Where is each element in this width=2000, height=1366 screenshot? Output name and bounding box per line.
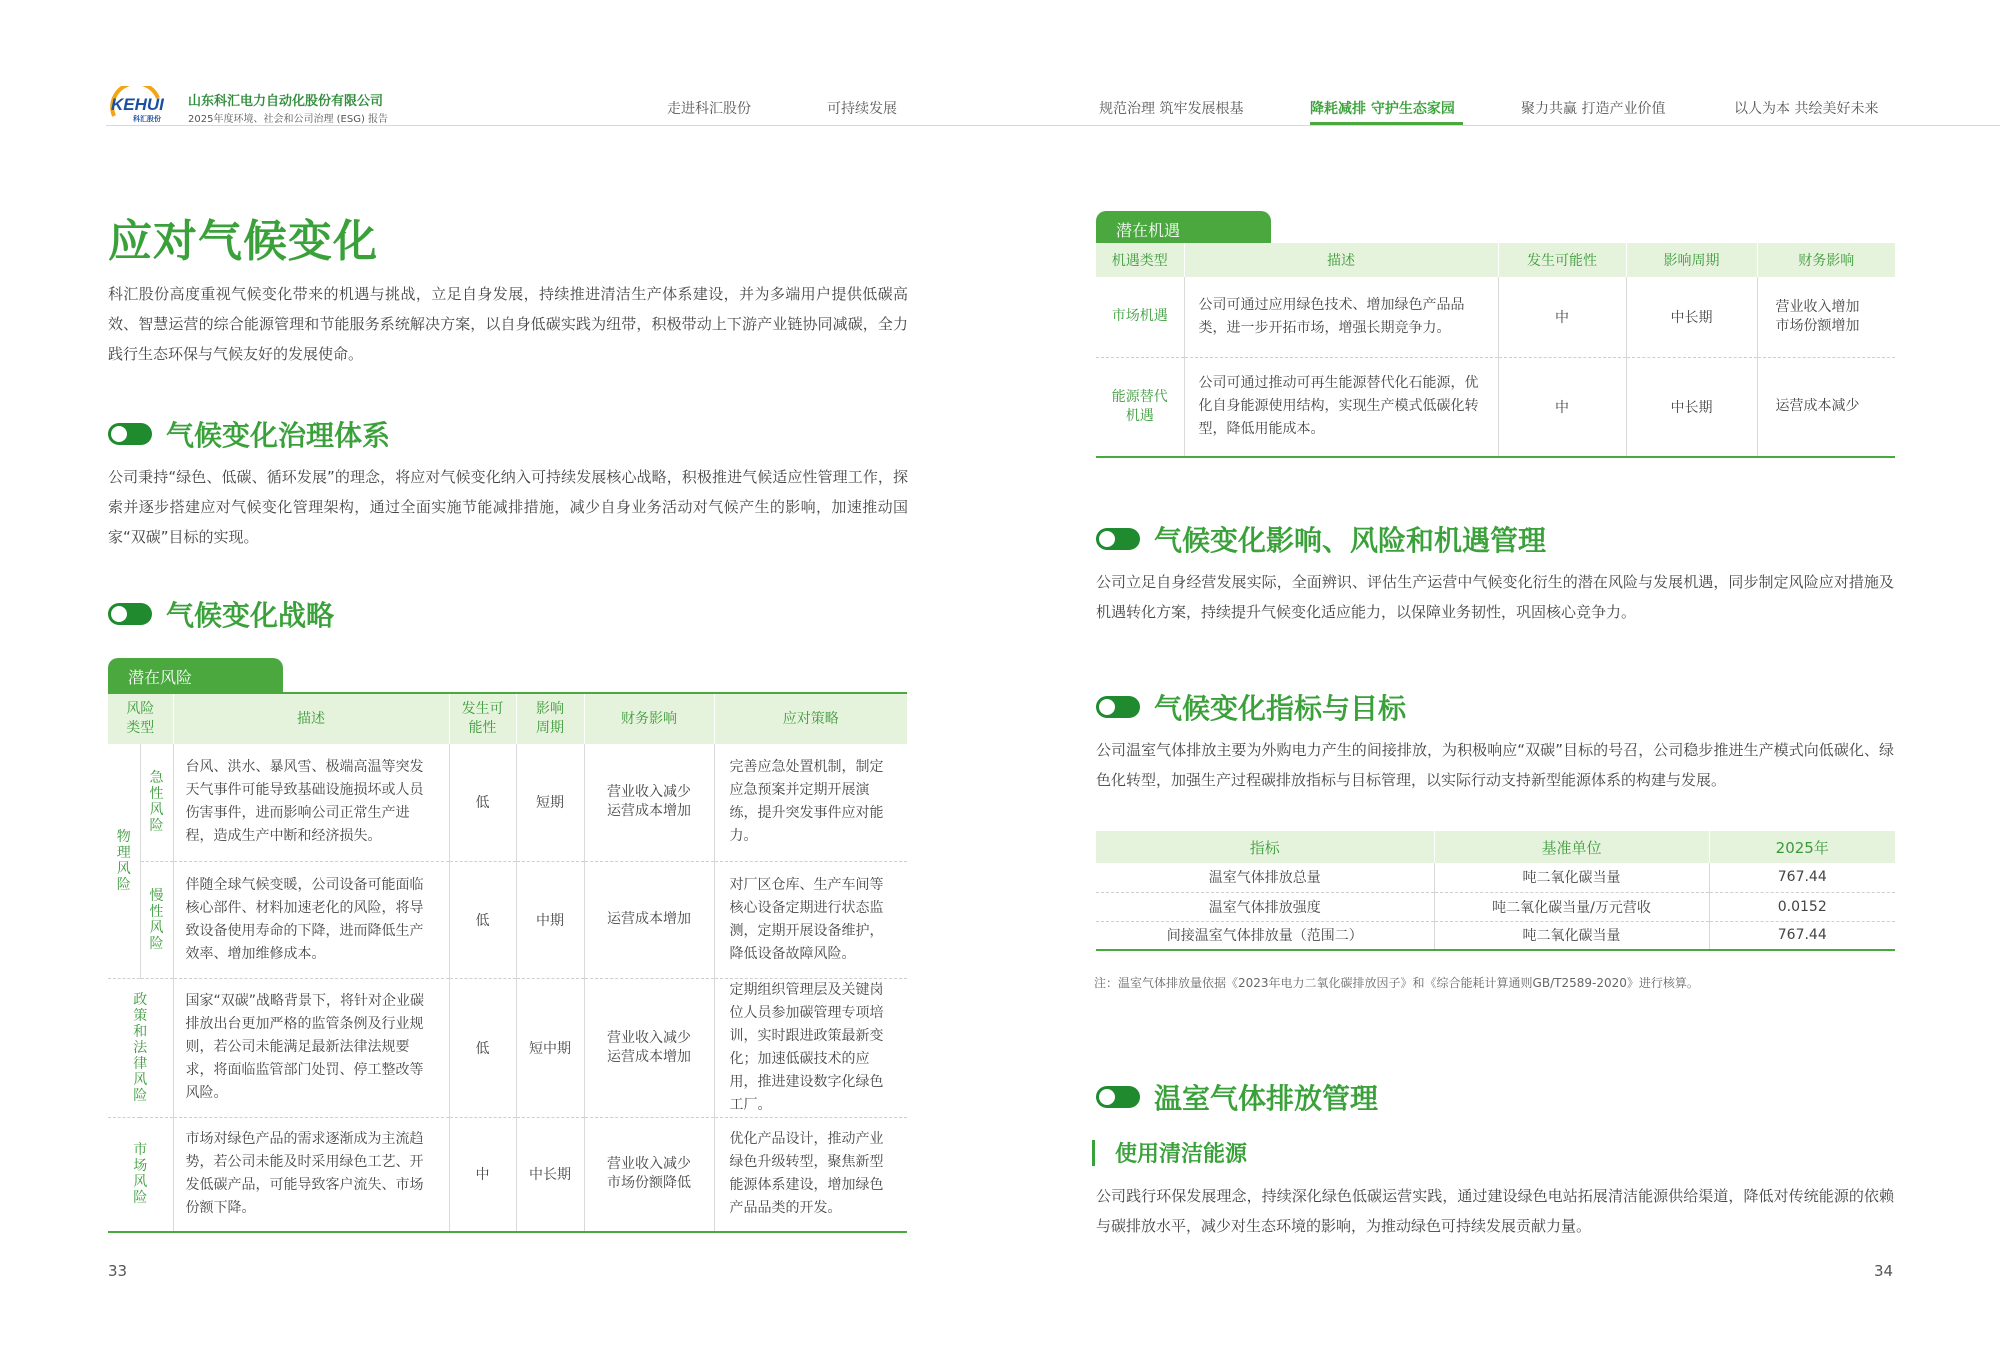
risk-finance: 营业收入减少 市场份额降低 bbox=[584, 1117, 714, 1232]
metric-table-header bbox=[1096, 831, 1895, 863]
section-title: 气候变化指标与目标 bbox=[1154, 692, 1407, 725]
section-title: 气候变化影响、风险和机遇管理 bbox=[1154, 524, 1547, 557]
report-name: 2025年度环境、社会和公司治理 (ESG) 报告 bbox=[188, 114, 389, 125]
section-impact-management bbox=[1096, 519, 1546, 559]
opportunity-period: 中长期 bbox=[1626, 277, 1757, 357]
risk-period: 中长期 bbox=[516, 1117, 584, 1232]
col-period: 影响周期 bbox=[1626, 243, 1757, 277]
subsection-clean-energy bbox=[1092, 1137, 1247, 1168]
col-description: 描述 bbox=[173, 693, 449, 744]
col-year-2025: 2025年 bbox=[1709, 831, 1895, 863]
risk-table bbox=[108, 692, 907, 1233]
page-title: 应对气候变化 bbox=[108, 216, 378, 267]
logo-subtext: 科汇股份 bbox=[133, 115, 161, 123]
logo-text: KEHUI bbox=[111, 95, 164, 114]
risk-group-market: 市场风险 bbox=[108, 1117, 173, 1232]
section-title: 气候变化战略 bbox=[166, 599, 335, 632]
risk-period: 短期 bbox=[516, 744, 584, 861]
table-row bbox=[108, 1117, 907, 1232]
risk-strategy: 定期组织管理层及关键岗位人员参加碳管理专项培训，实时跟进政策最新变化；加速低碳技术的应用，推进建设数字化绿色工厂。 bbox=[714, 978, 907, 1117]
risk-likelihood: 中 bbox=[449, 1117, 516, 1232]
header-divider bbox=[106, 125, 2000, 126]
table-row bbox=[108, 978, 907, 1117]
governance-paragraph: 公司秉持“绿色、低碳、循环发展”的理念，将应对气候变化纳入可持续发展核心战略，积极推进气候适应性管理工作，探索并逐步搭建应对气候变化管理架构，通过全面实施节能减排措施，减少自身业务活动对气候产生的影响，加速推动国家“双碳”目标的实现。 bbox=[108, 468, 908, 546]
table-row bbox=[1096, 892, 1895, 921]
metric-name: 间接温室气体排放量（范围二） bbox=[1096, 921, 1434, 950]
nav-item-about[interactable]: 走进科汇股份 bbox=[667, 101, 751, 117]
section-metrics bbox=[1096, 687, 1406, 727]
table-row bbox=[108, 861, 907, 978]
risk-description: 国家“双碳”战略背景下，将针对企业碳排放出台更加严格的监管条例及行业规则，若公司未能满足最新法律法规要求，将面临监管部门处罚、停工整改等风险。 bbox=[173, 978, 449, 1117]
section-strategy bbox=[108, 594, 334, 634]
toggle-icon bbox=[1096, 528, 1140, 550]
toggle-icon bbox=[1096, 1086, 1140, 1108]
risk-description: 台风、洪水、暴风雪、极端高温等突发天气事件可能导致基础设施损坏或人员伤害事件，进而影响公司正常生产进程，造成生产中断和经济损失。 bbox=[173, 744, 449, 861]
section-title: 温室气体排放管理 bbox=[1154, 1082, 1379, 1115]
opportunity-description: 公司可通过推动可再生能源替代化石能源，优化自身能源使用结构，实现生产模式低碳化转型，降低用能成本。 bbox=[1184, 357, 1498, 457]
opportunity-type: 市场机遇 bbox=[1096, 277, 1184, 357]
section-title: 气候变化治理体系 bbox=[166, 419, 391, 452]
opportunity-table-header bbox=[1096, 243, 1895, 277]
col-unit: 基准单位 bbox=[1434, 831, 1709, 863]
col-opportunity-type: 机遇类型 bbox=[1096, 243, 1184, 277]
subsection-marker bbox=[1092, 1140, 1095, 1166]
clean-energy-paragraph: 公司践行环保发展理念，持续深化绿色低碳运营实践，通过建设绿色电站拓展清洁能源供给渠道，降低对传统能源的依赖与碳排放水平，减少对生态环境的影响，为推动绿色可持续发展贡献力量。 bbox=[1096, 1187, 1894, 1235]
risk-description: 伴随全球气候变暖，公司设备可能面临核心部件、材料加速老化的风险，将导致设备使用寿命的下降，进而降低生产效率、增加维修成本。 bbox=[173, 861, 449, 978]
col-strategy: 应对策略 bbox=[714, 693, 907, 744]
metric-value: 767.44 bbox=[1709, 863, 1895, 892]
table-row bbox=[1096, 863, 1895, 892]
company-name: 山东科汇电力自动化股份有限公司 bbox=[188, 94, 384, 109]
section-governance bbox=[108, 414, 390, 454]
metrics-paragraph: 公司温室气体排放主要为外购电力产生的间接排放，为积极响应“双碳”目标的号召，公司稳步推进生产模式向低碳化、绿色化转型，加强生产过程碳排放指标与目标管理，以实际行动支持新型能源体系的构建与发展。 bbox=[1096, 741, 1894, 789]
nav-item-governance[interactable]: 规范治理 筑牢发展根基 bbox=[1099, 101, 1244, 117]
nav-item-industry[interactable]: 聚力共赢 打造产业价值 bbox=[1521, 101, 1666, 117]
risk-finance: 运营成本增加 bbox=[584, 861, 714, 978]
risk-table-header bbox=[108, 693, 907, 744]
col-indicator: 指标 bbox=[1096, 831, 1434, 863]
emissions-metric-table bbox=[1096, 831, 1895, 951]
risk-strategy: 优化产品设计，推动产业绿色升级转型，聚焦新型能源体系建设，增加绿色产品品类的开发。 bbox=[714, 1117, 907, 1232]
page-number-right: 34 bbox=[1874, 1262, 1894, 1280]
toggle-icon bbox=[1096, 696, 1140, 718]
metric-value: 0.0152 bbox=[1709, 892, 1895, 921]
metric-value: 767.44 bbox=[1709, 921, 1895, 950]
intro-paragraph: 科汇股份高度重视气候变化带来的机遇与挑战，立足自身发展，持续推进清洁生产体系建设，并为多端用户提供低碳高效、智慧运营的综合能源管理和节能服务系统解决方案，以自身低碳实践为纽带，积极带动上下游产业链协同减碳，全力践行生态环保与气候友好的发展使命。 bbox=[108, 285, 908, 363]
opportunity-table bbox=[1096, 243, 1895, 458]
opportunity-likelihood: 中 bbox=[1498, 357, 1626, 457]
risk-likelihood: 低 bbox=[449, 978, 516, 1117]
table-row bbox=[1096, 277, 1895, 357]
metric-name: 温室气体排放总量 bbox=[1096, 863, 1434, 892]
risk-likelihood: 低 bbox=[449, 861, 516, 978]
risk-description: 市场对绿色产品的需求逐渐成为主流趋势，若公司未能及时采用绿色工艺、开发低碳产品，可能导致客户流失、市场份额下降。 bbox=[173, 1117, 449, 1232]
risk-subgroup-chronic: 慢性风险 bbox=[140, 861, 173, 978]
metric-unit: 吨二氧化碳当量 bbox=[1434, 921, 1709, 950]
risk-likelihood: 低 bbox=[449, 744, 516, 861]
opportunity-finance: 运营成本减少 bbox=[1757, 357, 1895, 457]
col-likelihood: 发生可能性 bbox=[1498, 243, 1626, 277]
toggle-icon bbox=[108, 423, 152, 445]
risk-period: 中期 bbox=[516, 861, 584, 978]
risk-period: 短中期 bbox=[516, 978, 584, 1117]
col-finance: 财务影响 bbox=[1757, 243, 1895, 277]
risk-table-tab: 潜在风险 bbox=[108, 658, 283, 692]
opportunity-table-tab: 潜在机遇 bbox=[1096, 211, 1271, 245]
table-row bbox=[1096, 357, 1895, 457]
nav-item-environment[interactable]: 降耗减排 守护生态家园 bbox=[1310, 101, 1455, 117]
opportunity-finance: 营业收入增加 市场份额增加 bbox=[1757, 277, 1895, 357]
table-row bbox=[108, 744, 907, 861]
nav-item-people[interactable]: 以人为本 共绘美好未来 bbox=[1734, 101, 1879, 117]
risk-group-policy: 政策和法律风险 bbox=[108, 978, 173, 1117]
col-description: 描述 bbox=[1184, 243, 1498, 277]
table-footnote: 注：温室气体排放量依据《2023年电力二氧化碳排放因子》和《综合能耗计算通则GB/T2589-2020》进行核算。 bbox=[1094, 976, 1699, 990]
opportunity-period: 中长期 bbox=[1626, 357, 1757, 457]
opportunity-likelihood: 中 bbox=[1498, 277, 1626, 357]
toggle-icon bbox=[108, 603, 152, 625]
metric-name: 温室气体排放强度 bbox=[1096, 892, 1434, 921]
opportunity-description: 公司可通过应用绿色技术、增加绿色产品品类，进一步开拓市场，增强长期竞争力。 bbox=[1184, 277, 1498, 357]
risk-strategy: 完善应急处置机制，制定应急预案并定期开展演练，提升突发事件应对能力。 bbox=[714, 744, 907, 861]
metric-unit: 吨二氧化碳当量 bbox=[1434, 863, 1709, 892]
risk-subgroup-acute: 急性风险 bbox=[140, 744, 173, 861]
table-row bbox=[1096, 921, 1895, 950]
col-likelihood: 发生可能性 bbox=[449, 693, 516, 744]
risk-strategy: 对厂区仓库、生产车间等核心设备定期进行状态监测，定期开展设备维护，降低设备故障风险。 bbox=[714, 861, 907, 978]
col-finance: 财务影响 bbox=[584, 693, 714, 744]
risk-finance: 营业收入减少 运营成本增加 bbox=[584, 978, 714, 1117]
nav-item-sustainability[interactable]: 可持续发展 bbox=[827, 101, 897, 117]
report-header bbox=[0, 0, 2000, 128]
kehui-logo bbox=[106, 86, 176, 124]
metric-unit: 吨二氧化碳当量/万元营收 bbox=[1434, 892, 1709, 921]
section-ghg-management bbox=[1096, 1077, 1378, 1117]
subsection-title: 使用清洁能源 bbox=[1115, 1142, 1248, 1167]
impact-paragraph: 公司立足自身经营发展实际，全面辨识、评估生产运营中气候变化衍生的潜在风险与发展机遇，同步制定风险应对措施及机遇转化方案，持续提升气候变化适应能力，以保障业务韧性，巩固核心竞争力。 bbox=[1096, 573, 1894, 621]
opportunity-type: 能源替代 机遇 bbox=[1096, 357, 1184, 457]
risk-group-physical: 物理风险 bbox=[108, 744, 140, 978]
page-number-left: 33 bbox=[108, 1262, 128, 1280]
col-risk-type: 风险类型 bbox=[108, 693, 173, 744]
risk-finance: 营业收入减少 运营成本增加 bbox=[584, 744, 714, 861]
col-period: 影响周期 bbox=[516, 693, 584, 744]
